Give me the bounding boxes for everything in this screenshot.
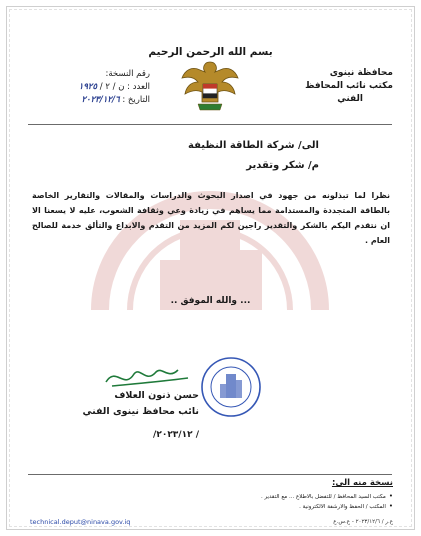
copy-item-text: مكتب السيد المحافظ / للتفضل بالاطلاع ... مع التقدير . [260, 494, 386, 500]
bullet-icon: • [388, 502, 393, 510]
subject: م/ شكر وتقدير [246, 160, 319, 171]
closing: ... والله الموفق .. [170, 296, 251, 306]
footer-divider [28, 474, 392, 475]
office-header [273, 67, 393, 106]
copy-item [193, 502, 393, 510]
number-value: ١٩٢٥ [78, 82, 98, 92]
office-line: الفني [337, 94, 363, 104]
date-line [40, 94, 150, 107]
signer-title: نائب محافظ نينوى الفني [82, 406, 199, 417]
number-line [40, 81, 150, 94]
basmala: بسم الله الرحمن الرحيم [148, 46, 273, 58]
reference-code: ع.ر / ٢٠٢٣/١٢/٦ - ع.س.ع [333, 519, 393, 525]
header-divider [28, 124, 392, 125]
signature-date: / ٢٠٢٣/١٢/ [153, 430, 199, 440]
office-line: محافظة نينوى [329, 68, 393, 78]
reference-block [40, 68, 150, 107]
recipient: الى/ شركة الطاقة النظيفة [188, 140, 319, 151]
official-stamp-icon [200, 356, 262, 418]
signature-icon [102, 360, 192, 392]
contact-email[interactable]: technical.deput@ninava.gov.iq [30, 518, 131, 526]
copies-title: نسخة منه الى: [331, 478, 393, 488]
copy-item-text: المكتب / الحفظ والارشفة الالكترونية . [299, 504, 386, 510]
bullet-icon: • [388, 492, 393, 500]
office-line: مكتب نائب المحافظ [305, 81, 393, 91]
copy-item [193, 492, 393, 500]
copy-number-label: رقم النسخة: [105, 69, 150, 79]
date-label: التاريخ : [122, 95, 150, 105]
date-value: ٢٠٢٣/١٢/٦ [81, 95, 120, 105]
signer-name: حسن ذنون العلاف [114, 390, 199, 401]
eagle-emblem-icon [180, 56, 240, 118]
letter-body: نظرا لما تبذلونه من جهود في اصدار البحوث والدراسات والمقالات والتقارير الخاصة بالطاقة المتجددة والمستدامة مما يساهم في زيادة وعي وثقافة الشعوب، عليه لا يسعنا الا ان نتقدم اليكم بالشكر والتقدير راجين لكم المزيد من التقدم والابداع والتألق خدمة للصالح العام . [32, 191, 390, 245]
number-label: العدد : ن / ٢ / [99, 82, 150, 92]
